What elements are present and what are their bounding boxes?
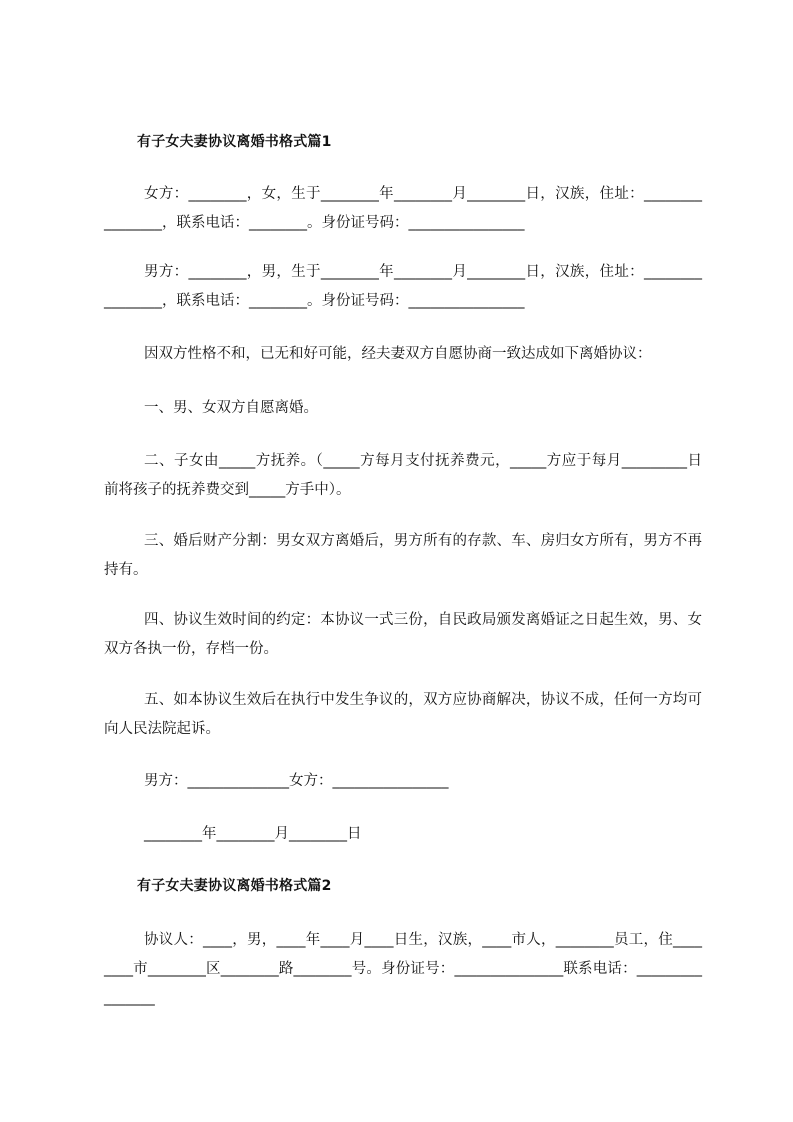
clause-4-paragraph: 四、协议生效时间的约定：本协议一式三份，自民政局颁发离婚证之日起生效，男、女双方各执一份，存档一份。 (104, 612, 702, 657)
intro-paragraph: 因双方性格不和，已无和好可能，经夫妻双方自愿协商一致达成如下离婚协议： (144, 346, 652, 362)
section-1-title: 有子女夫妻协议离婚书格式篇1 (137, 134, 332, 150)
clause-1-paragraph: 一、男、女双方自愿离婚。 (144, 400, 318, 416)
clause-5-paragraph: 五、如本协议生效后在执行中发生争议的，双方应协商解决，协议不成，任何一方均可向人民法院起诉。 (104, 692, 702, 737)
agreement-party-paragraph: 协议人：____，男，____年____月____日生，汉族，____市人，________员工，住________市________区________路________号。身份证号：_______________联系电话：________________ (104, 932, 702, 1006)
female-party-paragraph: 女方：________，女，生于________年________月________日，汉族，住址：________________，联系电话：________。身份证号码：________________ (104, 186, 702, 231)
clause-3-paragraph: 三、婚后财产分割：男女双方离婚后，男方所有的存款、车、房归女方所有，男方不再持有。 (104, 533, 702, 578)
clause-2-paragraph: 二、子女由_____方抚养。（_____方每月支付抚养费元，_____方应于每月_________日前将孩子的抚养费交到_____方手中）。 (104, 453, 702, 498)
date-line: ________年________月________日 (144, 826, 362, 842)
section-2-title: 有子女夫妻协议离婚书格式篇2 (137, 878, 332, 894)
male-party-paragraph: 男方：________，男，生于________年________月________日，汉族，住址：________________，联系电话：________。身份证号码：________________ (104, 264, 702, 309)
signature-line: 男方：______________女方：________________ (144, 773, 449, 789)
